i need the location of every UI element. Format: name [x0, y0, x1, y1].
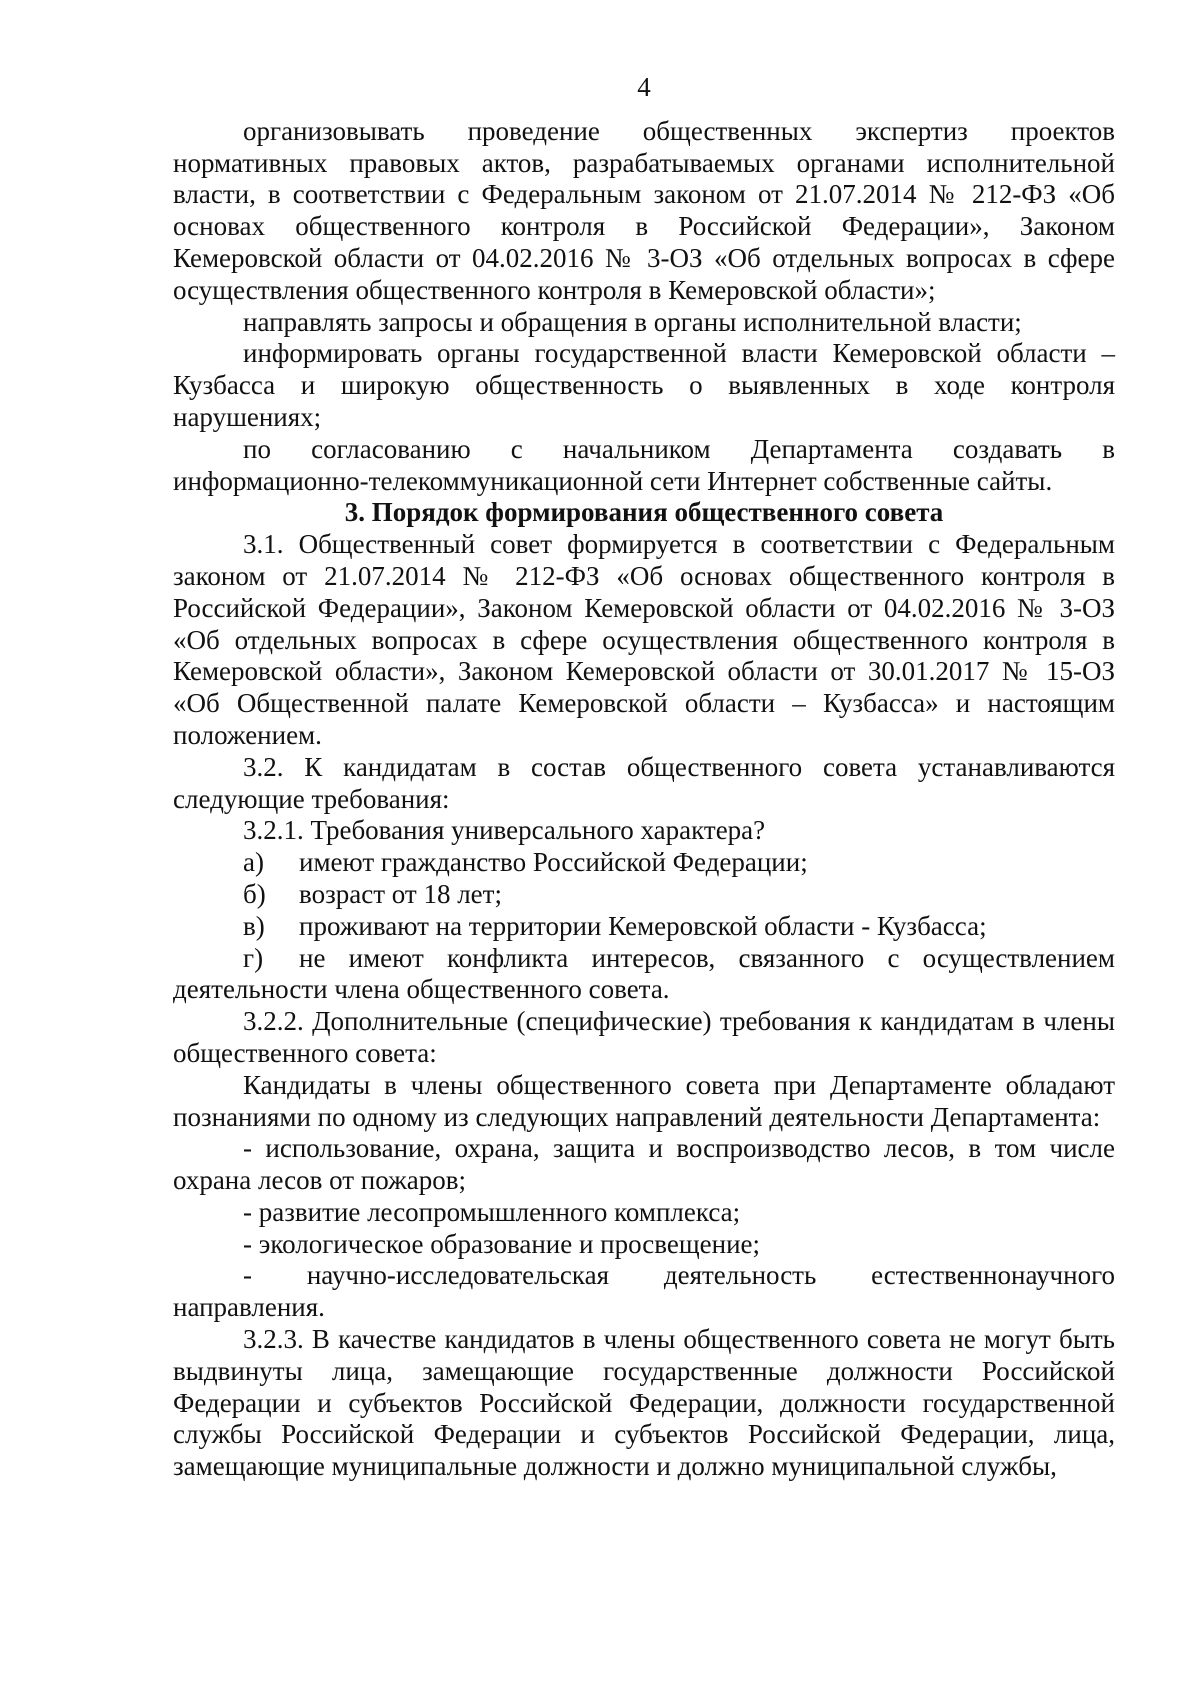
paragraph-3-2-2: 3.2.2. Дополнительные (специфические) требования к кандидатам в члены общественного совета:	[173, 1006, 1115, 1068]
paragraph-requests: направлять запросы и обращения в органы исполнительной власти;	[243, 306, 1022, 337]
paragraph-3-2-3: 3.2.3. В качестве кандидатов в члены общественного совета не могут быть выдвинуты лица, замещающие государственные должности Российской Федерации и субъектов Российской Федерации, должности государственной службы Российской Федерации и субъектов Российской Федерации, лица, замещающие муниципальные должности и должно муниципальной службы,	[173, 1324, 1115, 1482]
paragraph-3-2-1: 3.2.1. Требования универсального характера?	[243, 815, 766, 846]
paragraph-candidates: Кандидаты в члены общественного совета при Департаменте обладают познаниями по одному из следующих направлений деятельности Департамента:	[173, 1069, 1115, 1132]
list-marker: а)	[243, 847, 264, 878]
paragraph-websites: по согласованию с начальником Департамента создавать в информационно-телекоммуникационной сети Интернет собственные сайты.	[173, 433, 1115, 496]
list-marker: г)	[243, 942, 264, 973]
list-item	[173, 847, 1115, 879]
paragraph-3-2: 3.2. К кандидатам в состав общественного совета устанавливаются следующие требования:	[173, 751, 1115, 814]
dash-item-research: - научно-исследовательская деятельность естественнонаучного направления.	[173, 1260, 1115, 1323]
list-item-conflict	[173, 943, 1115, 1007]
section-heading: 3. Порядок формирования общественного совета	[344, 497, 944, 528]
list-marker: б)	[243, 878, 266, 909]
dash-item-ecology: - экологическое образование и просвещение;	[243, 1228, 761, 1259]
paragraph-3-1: 3.1. Общественный совет формируется в соответствии с Федеральным законом от 21.07.2014 № 212-ФЗ «Об основах общественного контроля в Российской Федерации», Законом Кемеровской области от 04.02.2016 № 3-ОЗ «Об отдельных вопросах в сфере осуществления общественного контроля в Кемеровской области», Законом Кемеровской области от 30.01.2017 № 15-ОЗ «Об Общественной палате Кемеровской области – Кузбасса» и настоящим положением.	[173, 529, 1115, 750]
document-page	[173, 72, 1115, 1483]
list-text: не имеют конфликта интересов, связанного с осуществлением деятельности члена общественного совета.	[173, 942, 1115, 1005]
paragraph-inform: информировать органы государственной власти Кемеровской области – Кузбасса и широкую общественность о выявленных в ходе контроля нарушениях;	[173, 338, 1115, 432]
list-item	[173, 879, 1115, 911]
paragraph-expertise: организовывать проведение общественных экспертиз проектов нормативных правовых актов, разрабатываемых органами исполнительной власти, в соответствии с Федеральным законом от 21.07.2014 № 212-ФЗ «Об основах общественного контроля в Российской Федерации», Законом Кемеровской области от 04.02.2016 № 3-ОЗ «Об отдельных вопросах в сфере осуществления общественного контроля в Кемеровской области»;	[173, 115, 1115, 305]
list-item	[173, 911, 1115, 943]
list-marker: в)	[243, 910, 265, 941]
list-text: проживают на территории Кемеровской области - Кузбасса;	[299, 910, 987, 941]
dash-item-forests: - использование, охрана, защита и воспроизводство лесов, в том числе охрана лесов от пожаров;	[173, 1133, 1115, 1196]
dash-item-industry: - развитие лесопромышленного комплекса;	[243, 1196, 741, 1227]
list-text: возраст от 18 лет;	[299, 878, 502, 909]
list-text: имеют гражданство Российской Федерации;	[299, 847, 808, 878]
page-number: 4	[637, 72, 651, 102]
